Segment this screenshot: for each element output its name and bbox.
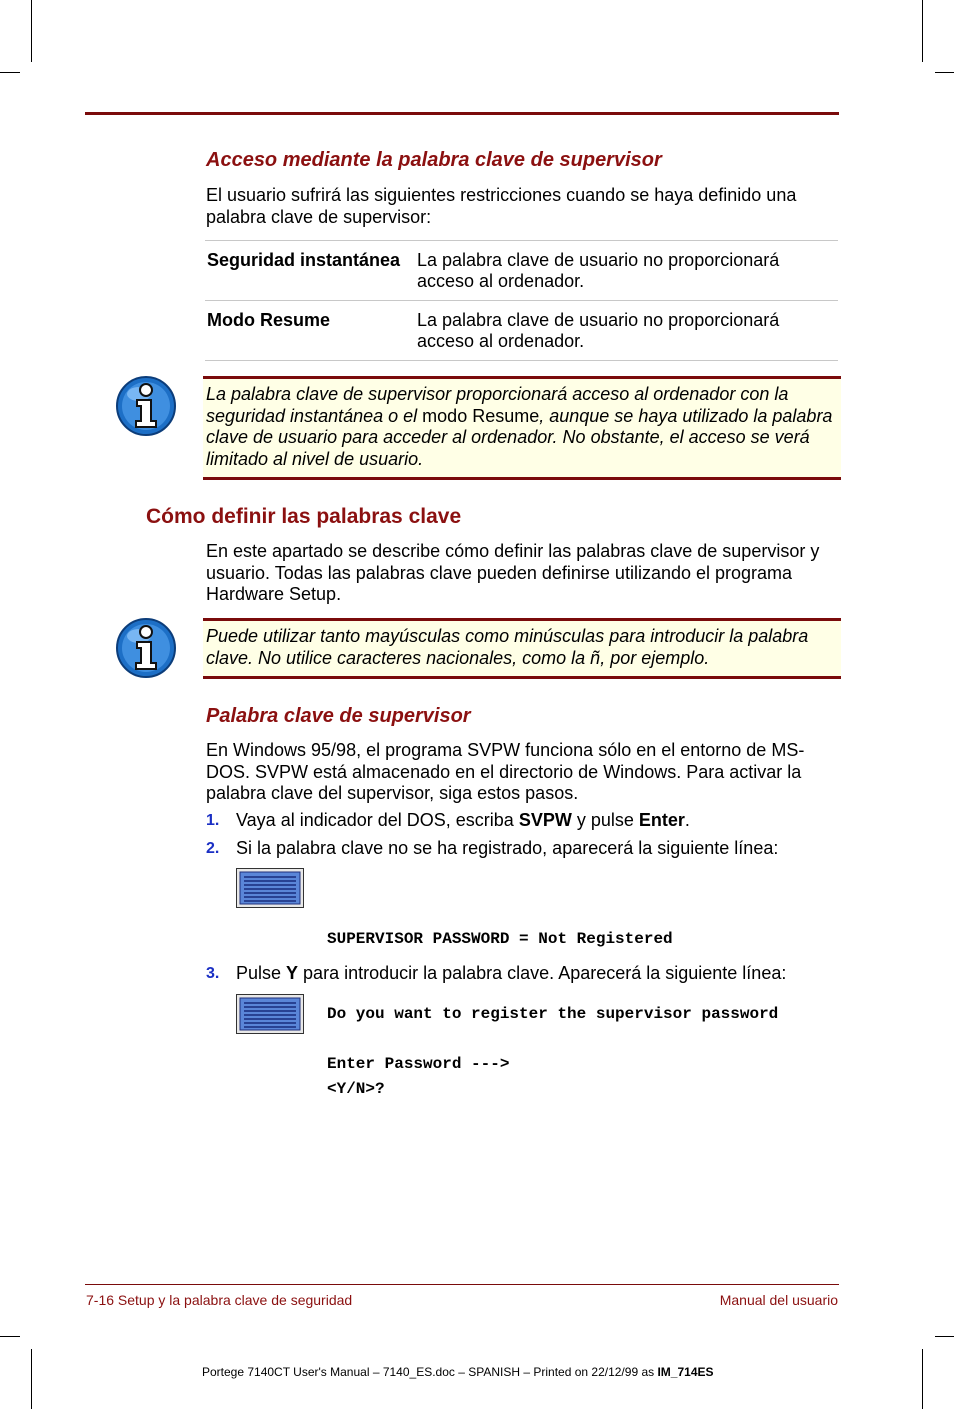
console-output	[327, 1002, 509, 1102]
step-text-part: para introducir la palabra clave. Aparecerá la siguiente línea:	[298, 963, 787, 983]
crop-mark	[935, 72, 954, 73]
note-text-plain: modo Resume	[422, 405, 540, 426]
key-y: Y	[286, 963, 299, 983]
crop-mark	[922, 1349, 923, 1409]
crop-mark	[935, 1336, 954, 1337]
note-supervisor-access	[203, 376, 841, 480]
footer-rule	[85, 1284, 839, 1285]
note-text: , aunque se haya utilizado la palabra clave de usuario para acceder al ordenador. No obstante, el acceso se verá limitado al nivel de usuario.	[206, 405, 833, 469]
key-enter: Enter	[638, 810, 685, 830]
table-row	[205, 300, 838, 361]
table-value: La palabra clave de usuario no proporcionará acceso al ordenador.	[417, 250, 780, 291]
table-key: Modo Resume	[207, 310, 331, 330]
footer-right: Manual del usuario	[719, 1292, 838, 1308]
info-icon	[115, 375, 177, 437]
console-line: Enter Password --->	[327, 1055, 510, 1073]
step-number: 2.	[206, 840, 220, 857]
section-intro-definir: En este apartado se describe cómo definir las palabras clave de supervisor y usuario. Todas las palabras clave pueden definirse utilizando el programa Hardware Setup.	[206, 541, 820, 604]
section-heading-acceso: Acceso mediante la palabra clave de supervisor	[206, 149, 662, 171]
step-text-part: y pulse	[571, 810, 639, 830]
step-number: 1.	[206, 812, 220, 829]
step-text: Si la palabra clave no se ha registrado, aparecerá la siguiente línea:	[236, 838, 779, 858]
header-rule	[85, 112, 839, 115]
table-row	[205, 240, 838, 300]
step-text-part: Pulse	[236, 963, 287, 983]
step-text	[236, 810, 836, 831]
crop-mark	[0, 1336, 20, 1337]
section-heading-supervisor: Palabra clave de supervisor	[206, 705, 471, 727]
screen-icon	[236, 868, 304, 908]
console-line: Do you want to register the supervisor password	[327, 1005, 779, 1023]
step-text	[236, 963, 836, 984]
note-case-sensitivity	[203, 618, 841, 679]
crop-mark	[922, 0, 923, 62]
print-info-code: IM_714ES	[657, 1365, 714, 1379]
console-line: SUPERVISOR PASSWORD = Not Registered	[327, 930, 673, 948]
section-heading-definir: Cómo definir las palabras clave	[146, 505, 462, 528]
command-svpw: SVPW	[518, 810, 572, 830]
table-value: La palabra clave de usuario no proporcionará acceso al ordenador.	[417, 310, 780, 351]
step-text-part: .	[684, 810, 690, 830]
crop-mark	[31, 0, 32, 62]
step-text-part: Vaya al indicador del DOS, escriba	[236, 810, 519, 830]
footer-left: 7-16 Setup y la palabra clave de seguridad	[86, 1292, 353, 1308]
screen-icon	[236, 994, 304, 1034]
crop-mark	[31, 1349, 32, 1409]
note-text: Puede utilizar tanto mayúsculas como minúsculas para introducir la palabra clave. No utilice caracteres nacionales, como la ñ, por ejemplo.	[206, 626, 809, 668]
section-intro-acceso: El usuario sufrirá las siguientes restricciones cuando se haya definido una palabra clave de supervisor:	[206, 185, 797, 227]
table-key: Seguridad instantánea	[207, 250, 401, 270]
step-number: 3.	[206, 965, 220, 982]
print-info	[202, 1365, 714, 1379]
info-icon	[115, 617, 177, 679]
print-info-text: Portege 7140CT User's Manual – 7140_ES.doc – SPANISH – Printed on 22/12/99 as	[202, 1365, 658, 1379]
note-text: La palabra clave de supervisor proporcionará acceso al ordenador con la seguridad instantánea o el	[206, 384, 789, 426]
section-intro-supervisor: En Windows 95/98, el programa SVPW funciona sólo en el entorno de MS-DOS. SVPW está almacenado en el directorio de Windows. Para activar la palabra clave del supervisor, siga estos pasos.	[206, 740, 805, 803]
console-line: <Y/N>?	[327, 1080, 385, 1098]
restrictions-table	[205, 240, 838, 361]
crop-mark	[0, 72, 20, 73]
